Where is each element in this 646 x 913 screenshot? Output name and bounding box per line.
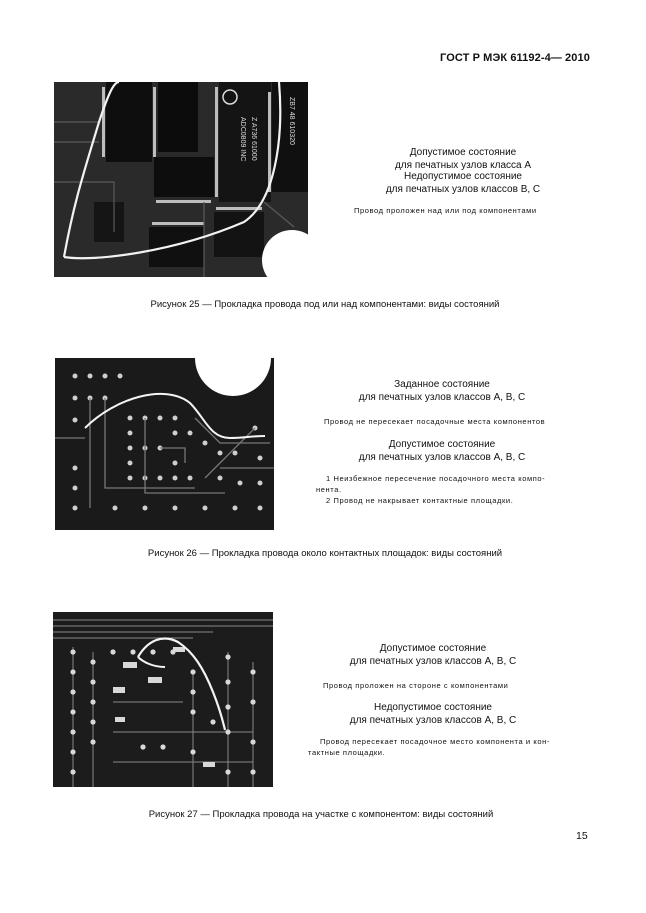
figure-26-state-block-1 [327, 379, 557, 404]
page-number: 15 [576, 830, 588, 842]
chip-label-2: ADC0809 INC [239, 117, 246, 162]
figure-25-note: Провод проложен над или под компонентами [354, 206, 537, 215]
figure-25-state-block-2 [348, 171, 578, 196]
chip-label-1: ZB7 48 610320 [288, 97, 295, 145]
figure-25-state-1: Допустимое состояние [409, 147, 517, 158]
figure-25-state-block-1 [348, 147, 578, 172]
figure-27-note-1: Провод проложен на стороне с компонентами [323, 681, 509, 690]
figure-27-note-2-line-1: Провод пересекает посадочное место компонента и кон- [320, 737, 550, 746]
figure-26-state-block-2 [327, 439, 557, 464]
figure-26-note-1: Провод не пересекает посадочные места компонентов [324, 417, 546, 426]
figure-25-classes-1: для печатных узлов класса А [394, 159, 532, 171]
figure-27-caption: Рисунок 27 — Прокладка провода на участке с компонентом: виды состояний [148, 809, 494, 820]
figure-26-caption: Рисунок 26 — Прокладка провода около контактных площадок: виды состояний [147, 548, 503, 559]
figure-25-caption: Рисунок 25 — Прокладка провода под или над компонентами: виды состояний [150, 299, 500, 310]
figure-26-state-2: Допустимое состояние [388, 439, 496, 450]
figure-27-note-2-line-2: тактные площадки. [308, 748, 386, 757]
figure-26-note-2-line-1: 1 Неизбежное пересечение посадочного места компо- [326, 474, 546, 483]
figure-27-state-block-2 [318, 702, 548, 727]
figure-27-state-1: Допустимое состояние [379, 643, 487, 654]
figure-26-note-2-line-2: нента. [316, 485, 342, 494]
figure-27-classes-1: для печатных узлов классов А, В, С [349, 655, 517, 667]
figure-27-note-2 [308, 736, 564, 758]
figure-27-photo [53, 612, 273, 787]
document-header: ГОСТ Р МЭК 61192-4— 2010 [440, 52, 590, 64]
figure-25-classes-2: для печатных узлов классов В, С [385, 183, 541, 195]
figure-26-note-2-line-3: 2 Провод не накрывает контактные площадки. [326, 496, 514, 505]
figure-27-classes-2: для печатных узлов классов А, В, С [349, 714, 517, 726]
figure-26-note-2 [316, 473, 564, 506]
figure-26-state-1: Заданное состояние [394, 379, 490, 390]
figure-25-state-2: Недопустимое состояние [404, 171, 522, 182]
figure-26-classes-2: для печатных узлов классов А, В, С [358, 451, 526, 463]
chip-label-3: Z A736 61000 [250, 117, 257, 161]
figure-25-photo [54, 82, 308, 277]
figure-27-state-block-1 [318, 643, 548, 668]
figure-26-classes-1: для печатных узлов классов А, В, С [358, 391, 526, 403]
figure-26-photo [55, 358, 274, 530]
figure-27-state-2: Недопустимое состояние [374, 702, 492, 713]
